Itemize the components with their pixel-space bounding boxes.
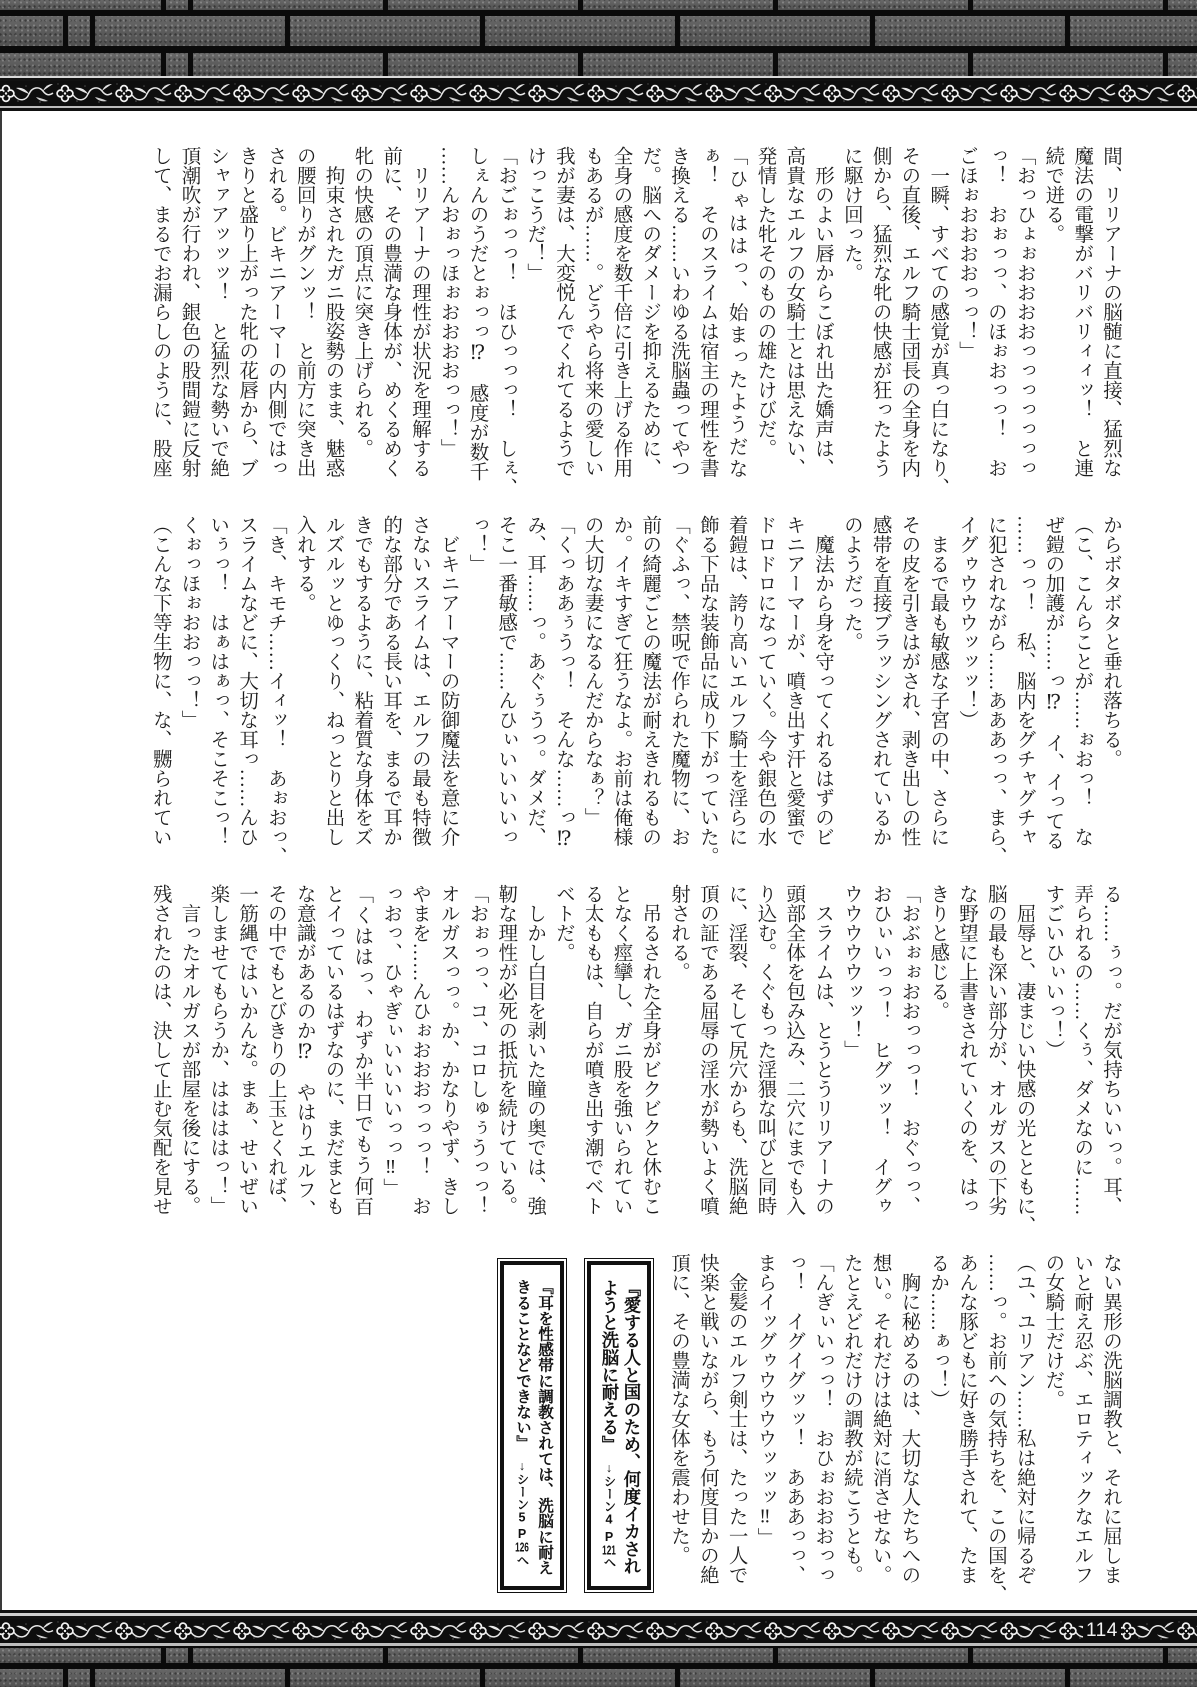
brick-row — [0, 0, 1197, 10]
text-column: 楽しませてもらうか、ははははっ！」 — [207, 884, 229, 1216]
flower-vine-pattern — [0, 1619, 1197, 1643]
text-column: きでもするように、粘着質な身体をズ — [351, 515, 373, 847]
text-column: 吊るされた全身がビクビクと休むこ — [639, 884, 661, 1216]
text-column: 射される。 — [668, 884, 690, 982]
text-column: 「ぐふっ、禁呪で作られた魔物に、お — [668, 515, 690, 847]
choice-text-line — [598, 1279, 620, 1586]
brick-wall-border-top — [0, 0, 1197, 76]
text-column: ごほぉおおおおっっ！」 — [956, 146, 978, 361]
text-column: 「ひゃははっ、始まったようだな — [725, 146, 747, 478]
text-column: とイっているはずなのに、まだまとも — [322, 884, 344, 1216]
text-column: ぁ！ そのスライムは宿主の理性を書 — [696, 146, 718, 478]
text-column: けっこうだ！」 — [524, 146, 546, 283]
text-column: 続で迸る。 — [1042, 146, 1064, 244]
text-column: 胸に秘めるのは、大切な人たちへの — [898, 1253, 920, 1585]
text-column: ドロドロになっていく。今や銀色の水 — [754, 515, 776, 847]
text-column: いぅっ！ はぁはぁっ、そこそこっ！ — [207, 515, 229, 847]
text-column: っ！ おぉっっ、のほぉおっっ！ お — [984, 146, 1006, 478]
text-column: の大切な妻になるんだからなぁ？」 — [581, 515, 603, 827]
text-column: 形のよい唇からこぼれ出た嬌声は、 — [812, 146, 834, 478]
text-column: っ！ イグイグッッ！ あああっっ、 — [783, 1253, 805, 1585]
text-column: 「おっひょぉおおおおっっっっっっっ — [1013, 146, 1035, 478]
text-column: に駆け回った。 — [840, 146, 862, 283]
text-column: 屈辱と、凄まじい快感の光とともに、 — [1013, 884, 1035, 1235]
brick-row — [0, 16, 1197, 46]
text-column: み、耳……っ。あぐぅうっ。ダメだ、 — [524, 515, 546, 847]
choice-box-scene-4 — [584, 1258, 654, 1593]
text-column: 言ったオルガスが部屋を後にする。 — [178, 884, 200, 1216]
text-column: 残されたのは、決して止む気配を見せ — [149, 884, 171, 1216]
text-column: き換える……いわゆる洗脳蟲ってやつ — [668, 146, 690, 478]
text-column: その直後、エルフ騎士団長の全身を内 — [898, 146, 920, 478]
brick-row — [0, 53, 1197, 76]
text-column: るか……ぁっ！） — [927, 1253, 949, 1409]
text-column: たとえどれだけの調教が続こうとも。 — [840, 1253, 862, 1585]
text-column: ない異形の洗脳調教と、それに屈しま — [1100, 1253, 1121, 1585]
text-column: 牝の快感の頂点に突き上げられる。 — [351, 146, 373, 458]
page-suffix: へ — [602, 1556, 616, 1569]
text-column: スライムなどに、大切な耳っ……んひ — [236, 515, 258, 847]
text-column: もあるが……。どうやら将来の愛しい — [581, 146, 603, 478]
text-column: の女騎士だけだ。 — [1042, 1253, 1064, 1409]
text-column: な意識があるのか⁉ やはりエルフ、 — [293, 884, 315, 1219]
text-column: 入れする。 — [293, 515, 315, 613]
text-column: 頂潮吹が行われ、銀色の股間鎧に反射 — [178, 146, 200, 478]
choice-text: きることなどできない』 — [514, 1279, 531, 1451]
text-column: に犯されながら……あああっっ、まら、 — [984, 515, 1006, 866]
page-prefix: P — [602, 1529, 616, 1544]
text-column: 頭部全体を包み込み、二穴にまでも入 — [783, 884, 805, 1216]
text-column: 的な部分である長い耳を、まるで耳か — [380, 515, 402, 847]
text-column: （ユ、ユリアン……私は絶対に帰るぞ — [1013, 1253, 1035, 1585]
text-column: 頂の証である屈辱の淫水が勢いよく噴 — [696, 884, 718, 1216]
text-column: ぜ鎧の加護が……っ⁉ イ、イってる — [1042, 515, 1064, 850]
text-column: して、まるでお漏らしのように、股座 — [149, 146, 171, 478]
text-block-tier-4 — [663, 1253, 1124, 1604]
choice-text: ようと洗脳に耐える』 — [599, 1279, 619, 1453]
text-column: 高貴なエルフの女騎士とは思えない、 — [783, 146, 805, 478]
text-column: 「おぉっっ、コ、コロしゅぅうっっ！ — [466, 884, 488, 1216]
text-column: の腰回りがグンッ！ と前方に突き出 — [293, 146, 315, 478]
brick-row — [0, 1648, 1197, 1663]
text-column: 「おぶぉぉおおっっっ！ おぐっっ、 — [898, 884, 920, 1216]
text-column: 「き、キモチ……イィッ！ あぉおっ、 — [264, 515, 286, 866]
text-column: 魔法から身を守ってくれるはずのビ — [812, 515, 834, 847]
ornamental-vine-border-top — [0, 81, 1197, 106]
text-column: 全身の感度を数千倍に引き上げる作用 — [610, 146, 632, 478]
text-column: やまを……んひぉおおおっっっ！ お — [408, 884, 430, 1216]
text-column: る……ぅっ。だが気持ちいいっ。耳、 — [1100, 884, 1121, 1216]
text-column: 我が妻は、大変悦んでくれてるようで — [552, 146, 574, 478]
text-column: すごいひぃいっ！） — [1042, 884, 1064, 1060]
text-column: 飾る下品な装飾品に成り下がっていた。 — [696, 515, 718, 866]
text-column: （こんな下等生物に、な、嬲られてい — [149, 515, 171, 847]
text-column: 脳の最も深い部分が、オルガスの下劣 — [984, 884, 1006, 1216]
text-block-tier-3 — [145, 884, 1124, 1235]
text-column: っ！」 — [466, 515, 488, 574]
jump-reference — [515, 1459, 529, 1567]
choice-text-line: 『耳を性感帯に調教されては、洗脳に耐え — [536, 1279, 553, 1576]
text-column: 想い。それだけは絶対に消させない。 — [869, 1253, 891, 1585]
text-column: さないスライムは、エルフの最も特徴 — [408, 515, 430, 847]
flower-vine-pattern — [0, 81, 1197, 106]
scene-label: シーン4 — [602, 1475, 616, 1527]
text-column: きりと感じる。 — [927, 884, 949, 1021]
text-column: 一瞬、すべての感覚が真っ白になり、 — [927, 146, 949, 497]
text-column: 前に、その豊満な身体が、めくるめく — [380, 146, 402, 478]
text-column: となく痙攣し、ガニ股を強いられてい — [610, 884, 632, 1216]
text-column: 「くははっ、わずか半日でもう何百 — [351, 884, 373, 1216]
choice-box-frame — [587, 1261, 651, 1590]
text-column: しぇんのうだとぉっっ⁉ 感度が数千 — [466, 146, 488, 481]
text-column: イグゥウウウッッッ！） — [956, 515, 978, 730]
text-column: 感帯を直接ブラッシングされているか — [869, 515, 891, 847]
ornamental-vine-border-bottom — [0, 1619, 1197, 1643]
text-column: 一筋縄ではいかんな。まぁ、せいぜい — [236, 884, 258, 1216]
text-column: 頂に、その豊満な女体を震わせた。 — [668, 1253, 690, 1565]
text-block-tier-1 — [145, 146, 1124, 497]
text-column: 着鎧は、誇り高いエルフ騎士を淫らに — [725, 515, 747, 847]
text-column: 前の綺麗ごとの魔法が耐えきれるもの — [639, 515, 661, 847]
text-column: 拘束されたガニ股姿勢のまま、魅惑 — [322, 146, 344, 478]
scene-label: シーン5 — [515, 1472, 529, 1525]
text-column: おひぃいっっ！ ヒグッッ！ イグゥ — [869, 884, 891, 1216]
text-column: 快楽と戦いながら、もう何度目かの絶 — [696, 1253, 718, 1585]
page-prefix: P — [515, 1527, 529, 1542]
text-column: る太ももは、自らが噴き出す潮でベト — [581, 884, 603, 1216]
text-column: り込む。くぐもった淫猥な叫びと同時 — [754, 884, 776, 1216]
text-column: キニアーマーが、噴き出す汗と愛蜜で — [783, 515, 805, 847]
text-column: ……んおぉっほぉおおおおっっ！」 — [437, 146, 459, 458]
down-arrow-icon: ↓ — [602, 1461, 616, 1475]
text-column: シャァアッッッ！ と猛烈な勢いで絶 — [207, 146, 229, 478]
text-column: っおっ、ひゃぎぃいいいいっっ‼」 — [380, 884, 402, 1198]
brick-row — [0, 1669, 1197, 1687]
text-column: いと耐え忍ぶ、エロティックなエルフ — [1071, 1253, 1093, 1585]
text-column: ウウウウウッッ！」 — [840, 884, 862, 1060]
text-column: リリアーナの理性が状況を理解する — [408, 146, 430, 478]
text-column: だ。脳へのダメージを抑えるために、 — [639, 146, 661, 478]
text-column: 発情した牝そのものの雄たけびだ。 — [754, 146, 776, 458]
text-column: まらイッグゥウウウウッッッ‼」 — [754, 1253, 776, 1547]
text-column: 金髪のエルフ剣士は、たった一人で — [725, 1253, 747, 1585]
text-column: オルガスっっ。か、かなりやず、きし — [437, 884, 459, 1216]
page-number: 114 — [1083, 1619, 1121, 1643]
text-column: まるで最も敏感な子宮の中、さらに — [927, 515, 949, 847]
text-column: ……っ。お前への気持ちを、この国を、 — [984, 1253, 1006, 1604]
text-column: 「くっああぅうっ！ そんな……っ⁉ — [552, 515, 574, 850]
text-column: か。イキすぎて狂うなよ。お前は俺様 — [610, 515, 632, 847]
choice-box-frame — [500, 1261, 564, 1590]
page-number: 126 — [515, 1541, 529, 1554]
text-column: ……っっ！ 私、脳内をグチャグチャ — [1013, 515, 1035, 847]
text-column: 魔法の電撃がバリバリィィッ！ と連 — [1071, 146, 1093, 478]
text-column: 「おごぉっっ！ ほひっっっ！ しぇ、 — [495, 146, 517, 497]
choice-text-line — [511, 1279, 533, 1586]
choice-text-line: 『愛する人と国のため、何度イカされ — [621, 1279, 641, 1575]
text-column: ビキニアーマーの防御魔法を意に介 — [437, 515, 459, 847]
down-arrow-icon: ↓ — [515, 1458, 529, 1473]
page-suffix: へ — [515, 1553, 529, 1567]
text-column: のようだった。 — [840, 515, 862, 652]
text-column: （こ、こんらことが……ぉおっ！ な — [1071, 515, 1093, 847]
text-column: 「んぎぃいっっ！ おひぉおおおっっ — [812, 1253, 834, 1585]
text-column: される。ビキニアーマーの内側ではっ — [264, 146, 286, 478]
text-column: ベトだ。 — [552, 884, 574, 962]
text-column: 弄られるの……くぅ、ダメなのに…… — [1071, 884, 1093, 1216]
choice-box-scene-5 — [497, 1258, 567, 1593]
text-column: 側から、猛烈な牝の快感が狂ったよう — [869, 146, 891, 478]
text-column: 靭な理性が必死の抵抗を続けている。 — [495, 884, 517, 1216]
text-column: 間、リリアーナの脳髄に直接、猛烈な — [1100, 146, 1121, 478]
text-column: に、淫裂、そして尻穴からも、洗脳絶 — [725, 884, 747, 1216]
text-column: そこ一番敏感で……んひぃいいいいっ — [495, 515, 517, 847]
text-column: ルズルッとゆっくり、ねっとりと出し — [322, 515, 344, 847]
jump-reference — [602, 1461, 616, 1569]
text-column: な野望に上書きされていくのを、はっ — [956, 884, 978, 1216]
text-column: その皮を引きはがされ、剥き出しの性 — [898, 515, 920, 847]
text-column: その中でもとびきりの上玉とくれば、 — [264, 884, 286, 1216]
text-column: スライムは、とうとうリリアーナの — [812, 884, 834, 1216]
text-column: からボタボタと垂れ落ちる。 — [1100, 515, 1121, 769]
text-column: くぉっほぉおおっっ！」 — [178, 515, 200, 730]
text-column: しかし白目を剥いた瞳の奥では、強 — [524, 884, 546, 1216]
text-column: あんな豚どもに好き勝手されて、たま — [956, 1253, 978, 1585]
text-block-tier-2 — [145, 515, 1124, 866]
text-column: きりと盛り上がった牝の花唇から、ブ — [236, 146, 258, 478]
brick-wall-border-bottom — [0, 1646, 1197, 1687]
page-number: 121 — [602, 1543, 616, 1556]
